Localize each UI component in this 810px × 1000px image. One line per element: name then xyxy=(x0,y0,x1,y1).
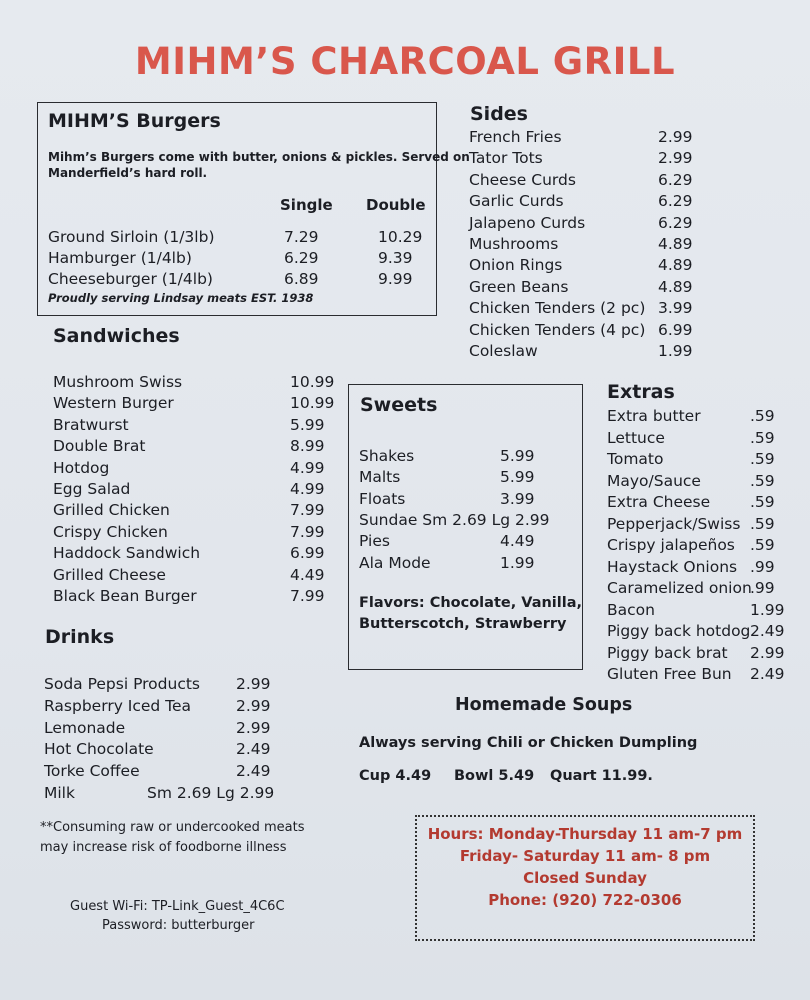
menu-item-name: Crispy Chicken xyxy=(53,522,168,541)
menu-item-name: Caramelized onion xyxy=(607,579,752,597)
menu-item-price: 2.99 xyxy=(236,718,271,737)
burger-item-name: Ground Sirloin (1/3lb) xyxy=(48,228,215,246)
menu-item-name: Gluten Free Bun xyxy=(607,665,732,683)
burger-item-name: Hamburger (1/4lb) xyxy=(48,249,192,267)
phone-number: Phone: (920) 722-0306 xyxy=(488,891,682,909)
menu-item-name: Extra Cheese xyxy=(607,493,711,511)
menu-item-price: 4.89 xyxy=(658,256,693,275)
double-column-header: Double xyxy=(366,196,426,214)
menu-item-name: Lemonade xyxy=(44,718,126,737)
menu-item-price: 1.99 xyxy=(658,342,693,360)
menu-item-price: 4.89 xyxy=(658,235,693,253)
menu-item-price: .59 xyxy=(750,493,775,511)
menu-item-price: .59 xyxy=(750,471,775,490)
menu-item-name: Floats xyxy=(359,489,406,508)
menu-item-name: Bacon xyxy=(607,600,655,619)
menu-item-price: .59 xyxy=(750,536,775,554)
menu-item-price: 6.99 xyxy=(290,544,325,563)
burger-item-single: 7.29 xyxy=(284,228,319,246)
menu-item-name: Piggy back hotdog xyxy=(607,622,751,640)
burger-item-name: Cheeseburger (1/4lb) xyxy=(48,270,213,288)
menu-item-name: Mushroom Swiss xyxy=(53,373,183,391)
menu-item-price: .99 xyxy=(750,557,775,576)
soups-description: Always serving Chili or Chicken Dumpling xyxy=(359,735,698,751)
menu-item-price: 5.99 xyxy=(500,447,535,465)
menu-item-price: 7.99 xyxy=(290,587,325,605)
menu-item-price: 6.29 xyxy=(658,192,693,211)
menu-item-name: Soda Pepsi Products xyxy=(44,675,200,693)
drinks-heading: Drinks xyxy=(45,626,115,648)
wifi-password: Password: butterburger xyxy=(102,918,255,933)
burgers-description-2: Manderfield’s hard roll. xyxy=(48,166,208,180)
burgers-footnote: Proudly serving Lindsay meats EST. 1938 xyxy=(48,291,314,305)
menu-item-price: .99 xyxy=(750,579,775,597)
menu-item-name: Milk xyxy=(44,784,75,802)
menu-item-name: French Fries xyxy=(469,128,562,146)
menu-item-price: 5.99 xyxy=(290,415,325,434)
menu-item-name: Crispy jalapeños xyxy=(607,536,735,554)
menu-item-name: Egg Salad xyxy=(53,480,131,498)
burger-item-double: 10.29 xyxy=(378,228,423,246)
hours-sunday: Closed Sunday xyxy=(523,869,647,887)
menu-item-name: Ala Mode xyxy=(359,553,431,572)
soup-quart-price: Quart 11.99. xyxy=(550,768,653,784)
menu-item-price: .59 xyxy=(750,514,775,533)
menu-item-price: 6.29 xyxy=(658,170,693,189)
menu-item-price: 7.99 xyxy=(290,522,325,541)
menu-item-price: 4.89 xyxy=(658,277,693,296)
menu-item-name: Piggy back brat xyxy=(607,643,728,662)
burger-item-double: 9.39 xyxy=(378,249,413,267)
menu-item-name: Shakes xyxy=(359,447,415,465)
menu-item-name: Grilled Cheese xyxy=(53,565,166,584)
menu-item-name: Black Bean Burger xyxy=(53,587,197,605)
menu-item-name: Onion Rings xyxy=(469,256,563,275)
menu-item-price: .59 xyxy=(750,450,775,468)
menu-item-price: 7.99 xyxy=(290,501,325,520)
menu-item-price: 2.99 xyxy=(658,128,693,146)
menu-item-price: 5.99 xyxy=(500,468,535,487)
menu-item-name: Chicken Tenders (4 pc) xyxy=(469,320,646,339)
menu-item-price: 2.49 xyxy=(750,665,785,683)
menu-item-name: Bratwurst xyxy=(53,415,129,434)
menu-item-name: Torke Coffee xyxy=(44,762,140,781)
soups-heading: Homemade Soups xyxy=(455,695,633,715)
hours-weekend: Friday- Saturday 11 am- 8 pm xyxy=(459,847,711,865)
menu-item-name: Pepperjack/Swiss xyxy=(607,514,741,533)
menu-item-name: Double Brat xyxy=(53,437,146,456)
food-warning-line-2: may increase risk of foodborne illness xyxy=(40,840,287,855)
menu-item-name: Cheese Curds xyxy=(469,170,576,189)
menu-item-name: Haddock Sandwich xyxy=(53,544,201,563)
menu-item-price: 3.99 xyxy=(500,489,535,508)
menu-item-price: 2.49 xyxy=(750,622,785,640)
flavors-line-2: Butterscotch, Strawberry xyxy=(359,616,567,632)
menu-item-price: 6.99 xyxy=(658,320,693,339)
sandwiches-heading: Sandwiches xyxy=(53,325,180,347)
menu-item-name: Sundae Sm 2.69 Lg 2.99 xyxy=(359,510,550,529)
menu-item-name: Jalapeno Curds xyxy=(469,213,586,232)
menu-item-name: Extra butter xyxy=(607,407,701,425)
single-column-header: Single xyxy=(280,196,333,214)
wifi-network: Guest Wi-Fi: TP-Link_Guest_4C6C xyxy=(70,899,285,914)
menu-item-price: 2.99 xyxy=(658,149,693,168)
menu-item-name: Tator Tots xyxy=(469,149,543,168)
flavors-line-1: Flavors: Chocolate, Vanilla, xyxy=(359,595,583,611)
extras-heading: Extras xyxy=(607,381,675,403)
menu-item-price: 4.49 xyxy=(290,565,325,584)
menu-item-price: 10.99 xyxy=(290,394,335,413)
burger-item-single: 6.29 xyxy=(284,249,319,267)
sweets-heading: Sweets xyxy=(360,394,438,416)
soup-bowl-price: Bowl 5.49 xyxy=(454,768,535,784)
menu-item-price: 3.99 xyxy=(658,299,693,318)
menu-item-name: Lettuce xyxy=(607,428,665,447)
menu-item-price: .59 xyxy=(750,407,775,425)
hours-weekdays: Hours: Monday-Thursday 11 am-7 pm xyxy=(427,825,743,843)
burger-item-double: 9.99 xyxy=(378,270,413,288)
menu-item-price: 10.99 xyxy=(290,373,335,391)
menu-item-name: Tomato xyxy=(607,450,664,468)
menu-item-price: .59 xyxy=(750,428,775,447)
menu-item-name: Pies xyxy=(359,532,390,551)
menu-title: MIHM’S CHARCOAL GRILL xyxy=(134,40,676,83)
menu-item-price: 4.99 xyxy=(290,458,325,477)
menu-item-price: 2.49 xyxy=(236,762,271,781)
menu-item-price: 1.99 xyxy=(750,600,785,619)
menu-item-price: 4.49 xyxy=(500,532,535,551)
menu-item-price: 2.99 xyxy=(236,675,271,693)
menu-item-price: 4.99 xyxy=(290,480,325,498)
sides-heading: Sides xyxy=(470,103,528,125)
menu-item-name: Raspberry Iced Tea xyxy=(44,696,192,715)
menu-item-name: Haystack Onions xyxy=(607,557,738,576)
burgers-description-1: Mihm’s Burgers come with butter, onions & pickles. Served on xyxy=(48,150,470,164)
menu-item-name: Malts xyxy=(359,468,401,487)
menu-item-name: Green Beans xyxy=(469,277,569,296)
menu-item-price: 8.99 xyxy=(290,437,325,456)
menu-item-name: Garlic Curds xyxy=(469,192,564,211)
burgers-heading: MIHM’S Burgers xyxy=(48,110,221,132)
burger-item-single: 6.89 xyxy=(284,270,319,288)
menu-item-price: 2.49 xyxy=(236,740,271,759)
menu-item-name: Hot Chocolate xyxy=(44,740,154,759)
menu-item-price: 1.99 xyxy=(500,553,535,572)
menu-item-name: Chicken Tenders (2 pc) xyxy=(469,299,646,318)
soup-cup-price: Cup 4.49 xyxy=(359,768,432,784)
menu-item-name: Grilled Chicken xyxy=(53,501,170,520)
menu-item-name: Coleslaw xyxy=(469,342,538,360)
menu-item-name: Mushrooms xyxy=(469,235,559,253)
menu-item-price: 2.99 xyxy=(750,643,785,662)
menu-item-name: Hotdog xyxy=(53,458,110,477)
menu-item-price: Sm 2.69 Lg 2.99 xyxy=(147,784,275,802)
menu-item-name: Western Burger xyxy=(53,394,174,413)
menu-item-name: Mayo/Sauce xyxy=(607,471,701,490)
menu-item-price: 6.29 xyxy=(658,213,693,232)
menu-item-price: 2.99 xyxy=(236,696,271,715)
food-warning-line-1: **Consuming raw or undercooked meats xyxy=(40,820,305,835)
